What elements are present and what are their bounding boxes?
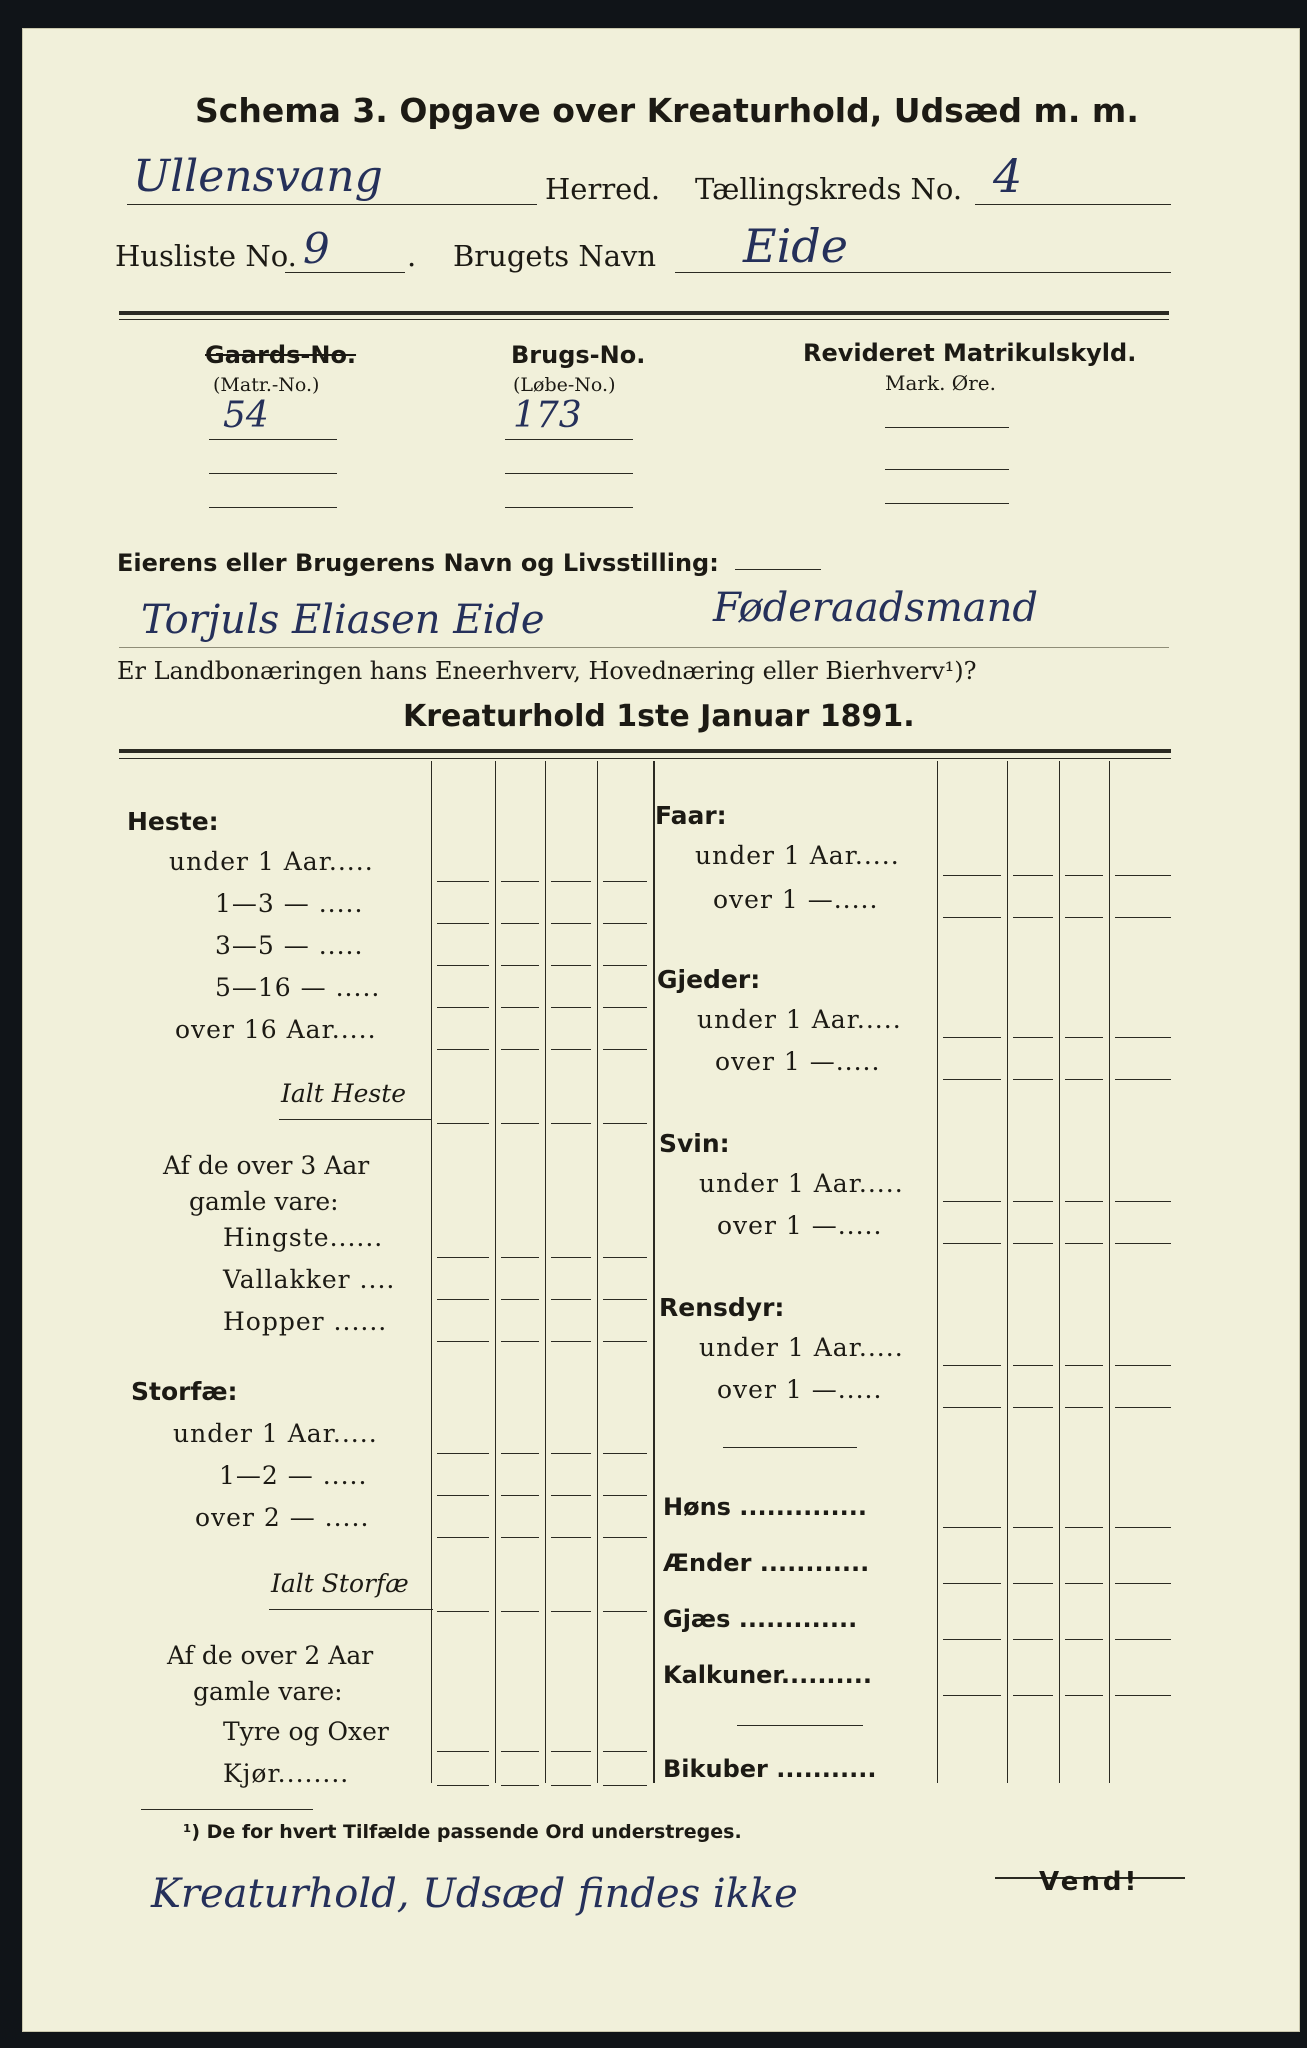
- right-entry-line: [1013, 1639, 1053, 1640]
- left-entry-line: [437, 1611, 489, 1612]
- gaards-line-1: [209, 439, 337, 440]
- right-entry-line: [943, 1583, 1001, 1584]
- left-entry-line: [551, 1785, 591, 1786]
- right-entry-line: [1065, 1201, 1103, 1202]
- left-entry-line: [437, 881, 489, 882]
- census-form-sheet: [22, 28, 1300, 2032]
- left-entry-line: [501, 923, 539, 924]
- right-entry-line: [1115, 1079, 1171, 1080]
- herred-label: Herred.: [545, 172, 661, 206]
- left-entry-line: [551, 1537, 591, 1538]
- right-col-sep-2: [1007, 761, 1008, 1783]
- brugs-value: 173: [513, 395, 582, 436]
- left-entry-line: [501, 1537, 539, 1538]
- left-entry-line: [437, 1341, 489, 1342]
- right-entry-line: [1013, 917, 1053, 918]
- gjaes-row: Gjæs .............: [663, 1605, 858, 1633]
- kalkuner-separator: [737, 1725, 863, 1726]
- faar-row-over1: over 1 —.....: [713, 885, 879, 914]
- right-entry-line: [1013, 1037, 1053, 1038]
- right-entry-line: [1065, 875, 1103, 876]
- af3-vallakker: Vallakker ....: [223, 1265, 396, 1294]
- left-entry-line: [501, 965, 539, 966]
- right-entry-line: [1013, 1079, 1053, 1080]
- husliste-value: 9: [303, 224, 330, 273]
- owner-label: Eierens eller Brugerens Navn og Livsstilling:: [117, 549, 719, 577]
- faar-row-under1: under 1 Aar.....: [695, 841, 900, 870]
- bruget-label: Brugets Navn: [453, 239, 657, 273]
- husliste-underline: [285, 272, 405, 273]
- owner-livsstilling: Føderaadsmand: [713, 585, 1039, 631]
- heste-heading: Heste:: [127, 807, 219, 836]
- gjeder-row-over1: over 1 —.....: [715, 1047, 881, 1076]
- left-entry-line: [437, 1049, 489, 1050]
- table-title: Kreaturhold 1ste Januar 1891.: [403, 699, 915, 734]
- af2-line2: gamle vare:: [193, 1677, 343, 1706]
- owner-label-line: [735, 569, 821, 570]
- left-entry-line: [501, 1299, 539, 1300]
- gaards-value: 54: [223, 395, 269, 436]
- left-entry-line: [437, 923, 489, 924]
- right-entry-line: [943, 1527, 1001, 1528]
- brugs-label: Brugs-No.: [511, 341, 646, 369]
- form-title: Schema 3. Opgave over Kreaturhold, Udsæd m. m.: [195, 91, 1139, 130]
- right-entry-line: [1065, 1639, 1103, 1640]
- brugs-line-2: [505, 473, 633, 474]
- bikuber-row: Bikuber ...........: [663, 1755, 877, 1783]
- right-entry-line: [943, 1407, 1001, 1408]
- left-entry-line: [501, 1453, 539, 1454]
- right-entry-line: [943, 1243, 1001, 1244]
- brugs-line-1: [505, 439, 633, 440]
- left-entry-line: [501, 1341, 539, 1342]
- left-entry-line: [603, 1007, 647, 1008]
- right-entry-line: [1013, 875, 1053, 876]
- left-entry-line: [603, 881, 647, 882]
- right-entry-line: [1013, 1527, 1053, 1528]
- right-entry-line: [943, 917, 1001, 918]
- brugs-line-3: [505, 507, 633, 508]
- left-entry-line: [437, 1785, 489, 1786]
- left-entry-line: [437, 1453, 489, 1454]
- left-entry-line: [501, 881, 539, 882]
- left-entry-line: [551, 1007, 591, 1008]
- left-entry-line: [551, 1751, 591, 1752]
- left-entry-line: [603, 1453, 647, 1454]
- left-entry-line: [603, 1049, 647, 1050]
- af2-kjor: Kjør........: [223, 1759, 350, 1788]
- handwritten-note: Kreaturhold, Udsæd findes ikke: [151, 1871, 798, 1917]
- left-entry-line: [437, 1537, 489, 1538]
- storfae-row-1-2: 1—2 — .....: [219, 1461, 368, 1490]
- af2-line1: Af de over 2 Aar: [167, 1641, 374, 1670]
- left-entry-line: [437, 1007, 489, 1008]
- left-entry-line: [437, 965, 489, 966]
- right-entry-line: [1115, 1201, 1171, 1202]
- erhverv-question: Er Landbonæringen hans Eneerhverv, Hovednæring eller Bierhverv¹)?: [117, 657, 977, 685]
- ialt-storfae-line: [269, 1609, 433, 1610]
- right-entry-line: [1115, 1583, 1171, 1584]
- left-entry-line: [501, 1123, 539, 1124]
- right-entry-line: [1115, 917, 1171, 918]
- table-top-rule-thin: [119, 758, 1171, 759]
- left-entry-line: [551, 1123, 591, 1124]
- svin-heading: Svin:: [659, 1129, 730, 1158]
- hons-row: Høns ..............: [663, 1493, 867, 1521]
- left-entry-line: [437, 1123, 489, 1124]
- herred-value: Ullensvang: [133, 151, 383, 202]
- brugs-sub: (Løbe-No.): [513, 374, 616, 396]
- header-rule-thin: [119, 319, 1169, 320]
- left-entry-line: [437, 1299, 489, 1300]
- header-rule: [119, 311, 1169, 315]
- left-entry-line: [501, 1257, 539, 1258]
- husliste-end: .: [407, 239, 417, 273]
- left-entry-line: [501, 1007, 539, 1008]
- left-col-sep-3: [545, 761, 546, 1783]
- rensdyr-heading: Rensdyr:: [659, 1293, 785, 1322]
- left-entry-line: [603, 1751, 647, 1752]
- left-entry-line: [501, 1785, 539, 1786]
- bruget-value: Eide: [743, 219, 848, 273]
- aender-row: Ænder ............: [663, 1549, 870, 1577]
- revideret-line-2: [885, 469, 1009, 470]
- storfae-heading: Storfæ:: [131, 1377, 238, 1406]
- right-entry-line: [1065, 1365, 1103, 1366]
- right-col-sep-3: [1059, 761, 1060, 1783]
- left-entry-line: [603, 965, 647, 966]
- storfae-row-over2: over 2 — .....: [195, 1503, 370, 1532]
- right-entry-line: [1115, 1365, 1171, 1366]
- kreds-label: Tællingskreds No.: [695, 172, 963, 206]
- right-entry-line: [1013, 1365, 1053, 1366]
- right-entry-line: [1115, 1527, 1171, 1528]
- right-col-sep-1: [937, 761, 938, 1783]
- right-col-sep-4: [1109, 761, 1110, 1783]
- herred-underline: [127, 204, 537, 205]
- heste-row-3-5: 3—5 — .....: [215, 931, 364, 960]
- right-entry-line: [1115, 1243, 1171, 1244]
- gaards-sub: (Matr.-No.): [213, 374, 320, 396]
- storfae-row-under1: under 1 Aar.....: [173, 1419, 378, 1448]
- left-entry-line: [603, 1495, 647, 1496]
- left-entry-line: [437, 1751, 489, 1752]
- left-entry-line: [551, 1299, 591, 1300]
- right-entry-line: [1065, 1079, 1103, 1080]
- left-entry-line: [551, 923, 591, 924]
- left-entry-line: [501, 1751, 539, 1752]
- heste-row-5-16: 5—16 — .....: [215, 973, 381, 1002]
- right-entry-line: [943, 1037, 1001, 1038]
- right-entry-line: [1013, 1243, 1053, 1244]
- left-entry-line: [603, 1341, 647, 1342]
- revideret-line-1: [885, 427, 1009, 428]
- gjeder-heading: Gjeder:: [657, 965, 761, 994]
- right-entry-line: [1115, 1695, 1171, 1696]
- left-entry-line: [603, 1611, 647, 1612]
- right-entry-line: [1065, 1695, 1103, 1696]
- vend-label: Vend!: [1039, 1867, 1140, 1897]
- svin-row-over1: over 1 —.....: [717, 1211, 883, 1240]
- table-middle-divider: [653, 761, 655, 1783]
- af3-hopper: Hopper ......: [223, 1307, 388, 1336]
- left-entry-line: [551, 965, 591, 966]
- right-entry-line: [943, 1079, 1001, 1080]
- table-top-rule: [119, 749, 1171, 753]
- left-entry-line: [551, 1257, 591, 1258]
- rensdyr-row-over1: over 1 —.....: [717, 1375, 883, 1404]
- left-entry-line: [603, 1257, 647, 1258]
- left-entry-line: [603, 1785, 647, 1786]
- left-entry-line: [551, 1611, 591, 1612]
- heste-row-1-3: 1—3 — .....: [215, 889, 364, 918]
- right-entry-line: [1065, 1037, 1103, 1038]
- rensdyr-separator: [723, 1447, 857, 1448]
- revideret-label: Revideret Matrikulskyld.: [803, 339, 1137, 367]
- right-entry-line: [1115, 875, 1171, 876]
- left-entry-line: [551, 1495, 591, 1496]
- gjeder-row-under1: under 1 Aar.....: [697, 1005, 902, 1034]
- revideret-line-3: [885, 503, 1009, 504]
- left-entry-line: [551, 881, 591, 882]
- footnote: ¹) De for hvert Tilfælde passende Ord understreges.: [183, 1821, 742, 1843]
- right-entry-line: [1065, 1527, 1103, 1528]
- right-entry-line: [1115, 1037, 1171, 1038]
- right-entry-line: [1065, 1583, 1103, 1584]
- right-entry-line: [1065, 1407, 1103, 1408]
- gaards-line-2: [209, 473, 337, 474]
- af2-tyre-oxer: Tyre og Oxer: [223, 1717, 389, 1746]
- kalkuner-row: Kalkuner..........: [663, 1661, 873, 1689]
- right-entry-line: [1013, 1407, 1053, 1408]
- af3-line2: gamle vare:: [189, 1187, 339, 1216]
- heste-row-over16: over 16 Aar.....: [175, 1015, 377, 1044]
- kreds-underline: [975, 204, 1171, 205]
- footnote-rule: [141, 1809, 313, 1810]
- right-entry-line: [1013, 1695, 1053, 1696]
- left-entry-line: [437, 1257, 489, 1258]
- left-col-sep-1: [431, 761, 432, 1783]
- af3-line1: Af de over 3 Aar: [163, 1151, 370, 1180]
- svin-row-under1: under 1 Aar.....: [699, 1169, 904, 1198]
- gaards-line-3: [209, 507, 337, 508]
- left-entry-line: [603, 1537, 647, 1538]
- left-entry-line: [603, 923, 647, 924]
- kreds-value: 4: [993, 149, 1023, 203]
- right-entry-line: [943, 1201, 1001, 1202]
- heste-row-under1: under 1 Aar.....: [169, 847, 374, 876]
- revideret-sub: Mark. Øre.: [885, 371, 996, 395]
- gaards-label: Gaards-No.: [205, 341, 357, 369]
- right-entry-line: [1115, 1407, 1171, 1408]
- owner-name-line: [119, 647, 1169, 648]
- left-entry-line: [551, 1341, 591, 1342]
- left-entry-line: [501, 1049, 539, 1050]
- right-entry-line: [943, 1365, 1001, 1366]
- right-entry-line: [1065, 917, 1103, 918]
- left-entry-line: [437, 1495, 489, 1496]
- right-entry-line: [1065, 1243, 1103, 1244]
- left-entry-line: [551, 1049, 591, 1050]
- left-col-sep-2: [495, 761, 496, 1783]
- rensdyr-row-under1: under 1 Aar.....: [699, 1333, 904, 1362]
- left-entry-line: [603, 1299, 647, 1300]
- ialt-heste-label: Ialt Heste: [281, 1079, 407, 1108]
- right-entry-line: [1013, 1201, 1053, 1202]
- right-entry-line: [943, 1639, 1001, 1640]
- bruget-underline: [675, 272, 1171, 273]
- right-entry-line: [1013, 1583, 1053, 1584]
- left-entry-line: [551, 1453, 591, 1454]
- right-entry-line: [1115, 1639, 1171, 1640]
- af3-hingste: Hingste......: [223, 1223, 384, 1252]
- husliste-label: Husliste No.: [115, 239, 297, 273]
- faar-heading: Faar:: [655, 801, 727, 830]
- left-entry-line: [501, 1495, 539, 1496]
- right-entry-line: [943, 1695, 1001, 1696]
- ialt-storfae-label: Ialt Storfæ: [271, 1569, 409, 1598]
- ialt-heste-line: [279, 1119, 431, 1120]
- owner-name: Torjuls Eliasen Eide: [141, 597, 545, 643]
- left-entry-line: [603, 1123, 647, 1124]
- right-entry-line: [943, 875, 1001, 876]
- left-col-sep-4: [597, 761, 598, 1783]
- left-entry-line: [501, 1611, 539, 1612]
